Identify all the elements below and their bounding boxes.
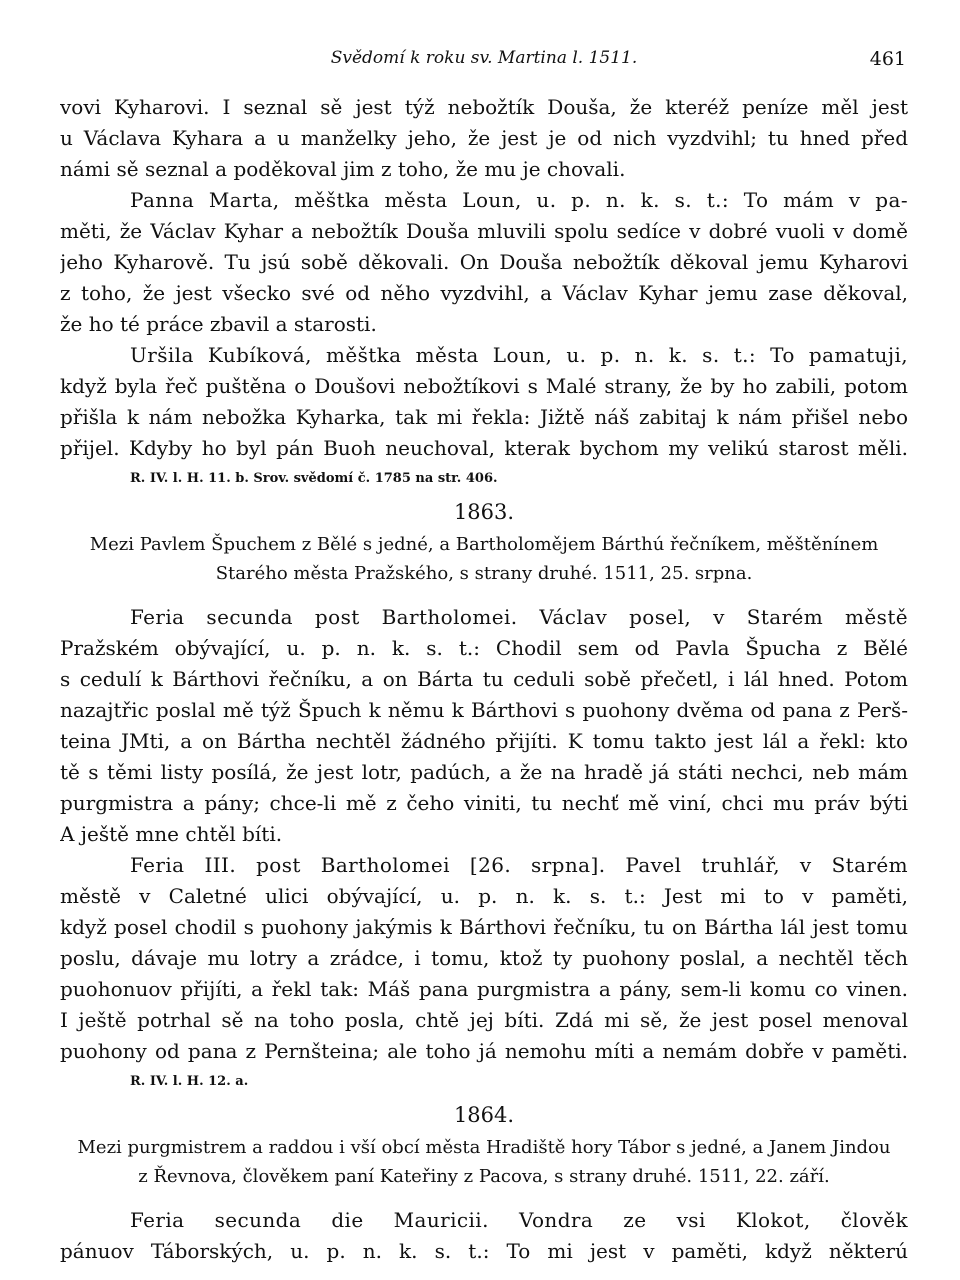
text-line: jeho Kyharově. Tu jsú sobě děkovali. On Douša nebožtík děkoval jemu Kyharovi bbox=[60, 250, 908, 274]
record-summary-line: Mezi purgmistrem a raddou i vší obcí města Hradiště hory Tábor s jedné, a Janem Jindou bbox=[77, 1137, 891, 1158]
text-line: přišla k nám nebožka Kyharka, tak mi řekla: Jižtě náš zabitaj k nám přišel nebo bbox=[60, 405, 908, 429]
record-summary-line: Mezi Pavlem Špuchem z Bělé s jedné, a Bartholomějem Bárthú řečníkem, měštěnínem bbox=[89, 534, 879, 555]
text-line: s cedulí k Bárthovi řečníku, a on Bárta tu ceduli sobě přečetl, i lál hned. Potom bbox=[60, 667, 908, 691]
text-line: poslu, dávaje mu lotry a zrádce, i tomu, ktož ty puohony poslal, a nechtěl těch bbox=[60, 946, 908, 970]
archival-reference: R. IV. l. H. 11. b. Srov. svědomí č. 1785 na str. 406. bbox=[130, 471, 498, 486]
document-body bbox=[60, 92, 908, 1267]
text-line: teina JMti, a on Bártha nechtěl žádného přijíti. K tomu takto jest lál a řekl: kto bbox=[60, 729, 908, 753]
text-line: Panna Marta, měštka města Loun, u. p. n. k. s. t.: To mám v pa- bbox=[130, 188, 908, 212]
spacer bbox=[60, 588, 908, 602]
running-title: Svědomí k roku sv. Martina l. 1511. bbox=[330, 48, 638, 68]
text-line: pánuov Táborských, u. p. n. k. s. t.: To mi jest v paměti, když některú bbox=[60, 1239, 908, 1263]
text-line: puohonuov přijíti, a řekl tak: Máš pana purgmistra a pány, sem-li komu co vinen. bbox=[60, 977, 908, 1001]
text-line: purgmistra a pány; chce-li mě z čeho viniti, tu nechť mě viní, chci mu práv býti bbox=[60, 791, 908, 815]
record-summary-line: z Řevnova, člověkem paní Kateřiny z Pacova, s strany druhé. 1511, 22. září. bbox=[138, 1166, 830, 1187]
spacer bbox=[60, 1191, 908, 1205]
text-line: Feria secunda post Bartholomei. Václav posel, v Starém městě bbox=[130, 605, 908, 629]
record-number: 1864. bbox=[453, 1103, 515, 1127]
text-line: že ho té práce zbavil a starosti. bbox=[60, 312, 377, 336]
text-line: přijel. Kdyby ho byl pán Buoh neuchoval, kterak bychom my velikú starost měli. bbox=[60, 436, 908, 460]
text-line: vovi Kyharovi. I seznal sě jest týž nebožtík Douša, že kteréž peníze měl jest bbox=[60, 95, 908, 119]
text-line: u Václava Kyhara a u manželky jeho, že jest je od nich vyzdvihl; tu hned před bbox=[60, 126, 908, 150]
text-line: měti, že Václav Kyhar a nebožtík Douša mluvili spolu sedíce v dobré vuoli v domě bbox=[60, 219, 908, 243]
text-line: Pražském obývající, u. p. n. k. s. t.: Chodil sem od Pavla Špucha z Bělé bbox=[60, 636, 908, 660]
text-line: městě v Caletné ulici obývající, u. p. n. k. s. t.: Jest mi to v paměti, bbox=[60, 884, 908, 908]
text-line: námi sě seznal a poděkoval jim z toho, že mu je chovali. bbox=[60, 157, 626, 181]
archival-reference: R. IV. l. H. 12. a. bbox=[130, 1074, 249, 1089]
record-summary-line: Starého města Pražského, s strany druhé. 1511, 25. srpna. bbox=[215, 563, 753, 584]
text-line: nazajtřic poslal mě týž Špuch k němu k Bárthovi s puohony dvěma od pana z Perš- bbox=[60, 698, 908, 722]
text-line: I ještě potrhal sě na toho posla, chtě jej bíti. Zdá mi sě, že jest posel menoval bbox=[60, 1008, 908, 1032]
page-number: 461 bbox=[869, 48, 906, 70]
text-line: když byla řeč puštěna o Doušovi nebožtíkovi s Malé strany, že by ho zabili, potom bbox=[60, 374, 908, 398]
text-line: Uršila Kubíková, měštka města Loun, u. p. n. k. s. t.: To pamatuji, bbox=[130, 343, 908, 367]
text-line: tě s těmi listy posílá, že jest lotr, padúch, a že na hradě já státi nechci, neb mám bbox=[60, 760, 908, 784]
record-number: 1863. bbox=[453, 500, 515, 524]
text-line: A ještě mne chtěl bíti. bbox=[60, 822, 283, 846]
text-line: když posel chodil s puohony jakýmis k Bárthovi řečníku, tu on Bártha lál jest tomu bbox=[60, 915, 908, 939]
text-line: Feria secunda die Mauricii. Vondra ze vsi Klokot, člověk bbox=[130, 1208, 908, 1232]
text-line: z toho, že jest všecko své od něho vyzdvihl, a Václav Kyhar jemu zase děkoval, bbox=[60, 281, 908, 305]
page-header bbox=[60, 42, 908, 78]
text-line: puohony od pana z Pernšteina; ale toho já nemohu míti a nemám dobře v paměti. bbox=[60, 1039, 908, 1063]
text-line: Feria III. post Bartholomei [26. srpna]. Pavel truhlář, v Starém bbox=[130, 853, 908, 877]
